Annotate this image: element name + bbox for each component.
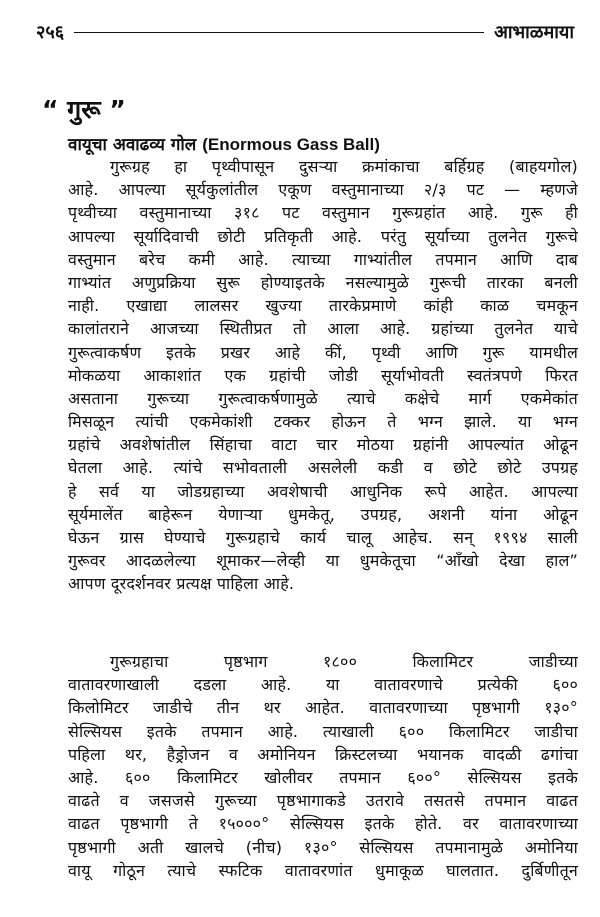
text-line: आपल्या सूर्यादिवाची छोटी प्रतिकृती आहे. परंतु सूर्याच्या तुलनेत गुरूचे <box>68 226 578 246</box>
text-line: पहिला थर, हैड्रोजन व अमोनियन क्रिस्टलच्या भयानक वादळी ढगांचा <box>68 744 578 764</box>
section-heading <box>68 132 380 155</box>
paragraph-2 <box>68 650 578 882</box>
page-number: २५६ <box>36 22 65 43</box>
text-line: आहे. ६०० किलामिटर खोलीवर तपमान ६००° सेल्सियस इतके <box>68 767 578 787</box>
text-line: घेऊन ग्रास घेण्याचे गुरूग्रहाचे कार्य चालू आहेच. सन् १९९४ साली <box>68 528 578 547</box>
text-line: सूर्यमालेंत बाहेरून येणाऱ्या धुमकेतू, उपग्रह, अशनी यांना ओढून <box>68 504 578 524</box>
header-rule <box>74 32 484 33</box>
text-line: कालांतराने आजच्या स्थितीप्रत तो आला आहे. ग्रहांच्या तुलनेत याचे <box>68 319 578 339</box>
text-line: आपण दूरदर्शनवर प्रत्यक्ष पाहिला आहे. <box>68 574 295 594</box>
text-line: नाही. एखाद्या लालसर खुज्या तारकेप्रमाणे कांही काळ चमकून <box>68 296 578 316</box>
text-line: घेतला आहे. त्यांचे सभोवताली असलेली कडी व छोटे छोटे उपग्रह <box>68 458 578 478</box>
section-heading-english: (Enormous Gass Ball) <box>202 135 380 154</box>
text-line: मिसळून त्यांची एकमेकांशी टक्कर होऊन ते भग्न झाले. या भग्न <box>68 412 578 432</box>
text-line: गुरूग्रहाचा पृष्ठभाग १८०० किलामिटर जाडीच्या <box>110 652 578 671</box>
text-line: गाभ्यांत अणुप्रक्रिया सुरू होण्याइतके नसल्यामुळे गुरूची तारका बनली <box>68 272 578 292</box>
text-line: हे सर्व या जोडग्रहाच्या अवशेषाची आधुनिक रूपे आहेत. आपल्या <box>68 481 578 501</box>
text-line: गुरूत्वाकर्षण इतके प्रखर आहे कीं, पृथ्वी आणि गुरू यामधील <box>68 342 578 362</box>
text-line: आहे. आपल्या सूर्यकुलांतील एकूण वस्तुमानाच्या २/३ पट — म्हणजे <box>68 180 578 200</box>
text-line: मोकळया आकाशांत एक ग्रहांची जोडी सूर्याभोवती स्वतंत्रपणे फिरत <box>68 365 578 385</box>
paragraph-1 <box>68 155 578 596</box>
text-line: ग्रहांचे अवशेषांतील सिंहाचा वाटा चार मोठया ग्रहांनी आपल्यांत ओढून <box>68 435 578 455</box>
book-title: आभाळमाया <box>494 22 574 43</box>
text-line: वाढते व जसजसे गुरूच्या पृष्ठभागाकडे उतरावे तसतसे तपमान वाढत <box>68 791 578 811</box>
section-heading-marathi: वायूचा अवाढव्य गोल <box>68 135 197 155</box>
text-line: सेल्सियस इतके तपमान आहे. त्याखाली ६०० किलामिटर जाडीचा <box>68 721 578 741</box>
chapter-title: “ गुरू ” <box>42 95 126 124</box>
text-line: वाढत पृष्ठभागी ते १५०००° सेल्सियस इतके होते. वर वातावरणाच्या <box>68 814 578 834</box>
text-line: वायू गोठून त्याचे स्फटिक वातावरणांत धुमाकूळ घालतात. दुर्बिणीतून <box>68 860 578 880</box>
page-header <box>36 20 574 44</box>
text-line: गुरूवर आदळलेल्या शूमाकर—लेव्ही या धुमकेतूचा “आँखो देखा हाल” <box>68 551 578 571</box>
text-line: वस्तुमान बरेच कमी आहे. त्याच्या गाभ्यांतील तपमान आणि दाब <box>68 249 578 269</box>
text-line: किलोमिटर जाडीचे तीन थर आहेत. वातावरणाच्या पृष्ठभागी १३०° <box>68 698 578 718</box>
text-line: वातावरणाखाली दडला आहे. या वातावरणाचे प्रत्येकी ६०० <box>68 675 578 695</box>
text-line: गुरूग्रह हा पृथ्वीपासून दुसऱ्या क्रमांकाचा बर्हिग्रह (बाहयगोल) <box>110 157 578 176</box>
text-line: पृष्ठभागी अती खालचे (नीच) १३०° सेल्सियस तपमानामुळे अमोनिया <box>68 837 578 857</box>
text-line: पृथ्वीच्या वस्तुमानाच्या ३१८ पट वस्तुमान गुरूग्रहांत आहे. गुरू ही <box>68 203 578 223</box>
text-line: असताना गुरूच्या गुरूत्वाकर्षणामुळे त्याचे कक्षेचे मार्ग एकमेकांत <box>68 388 578 408</box>
